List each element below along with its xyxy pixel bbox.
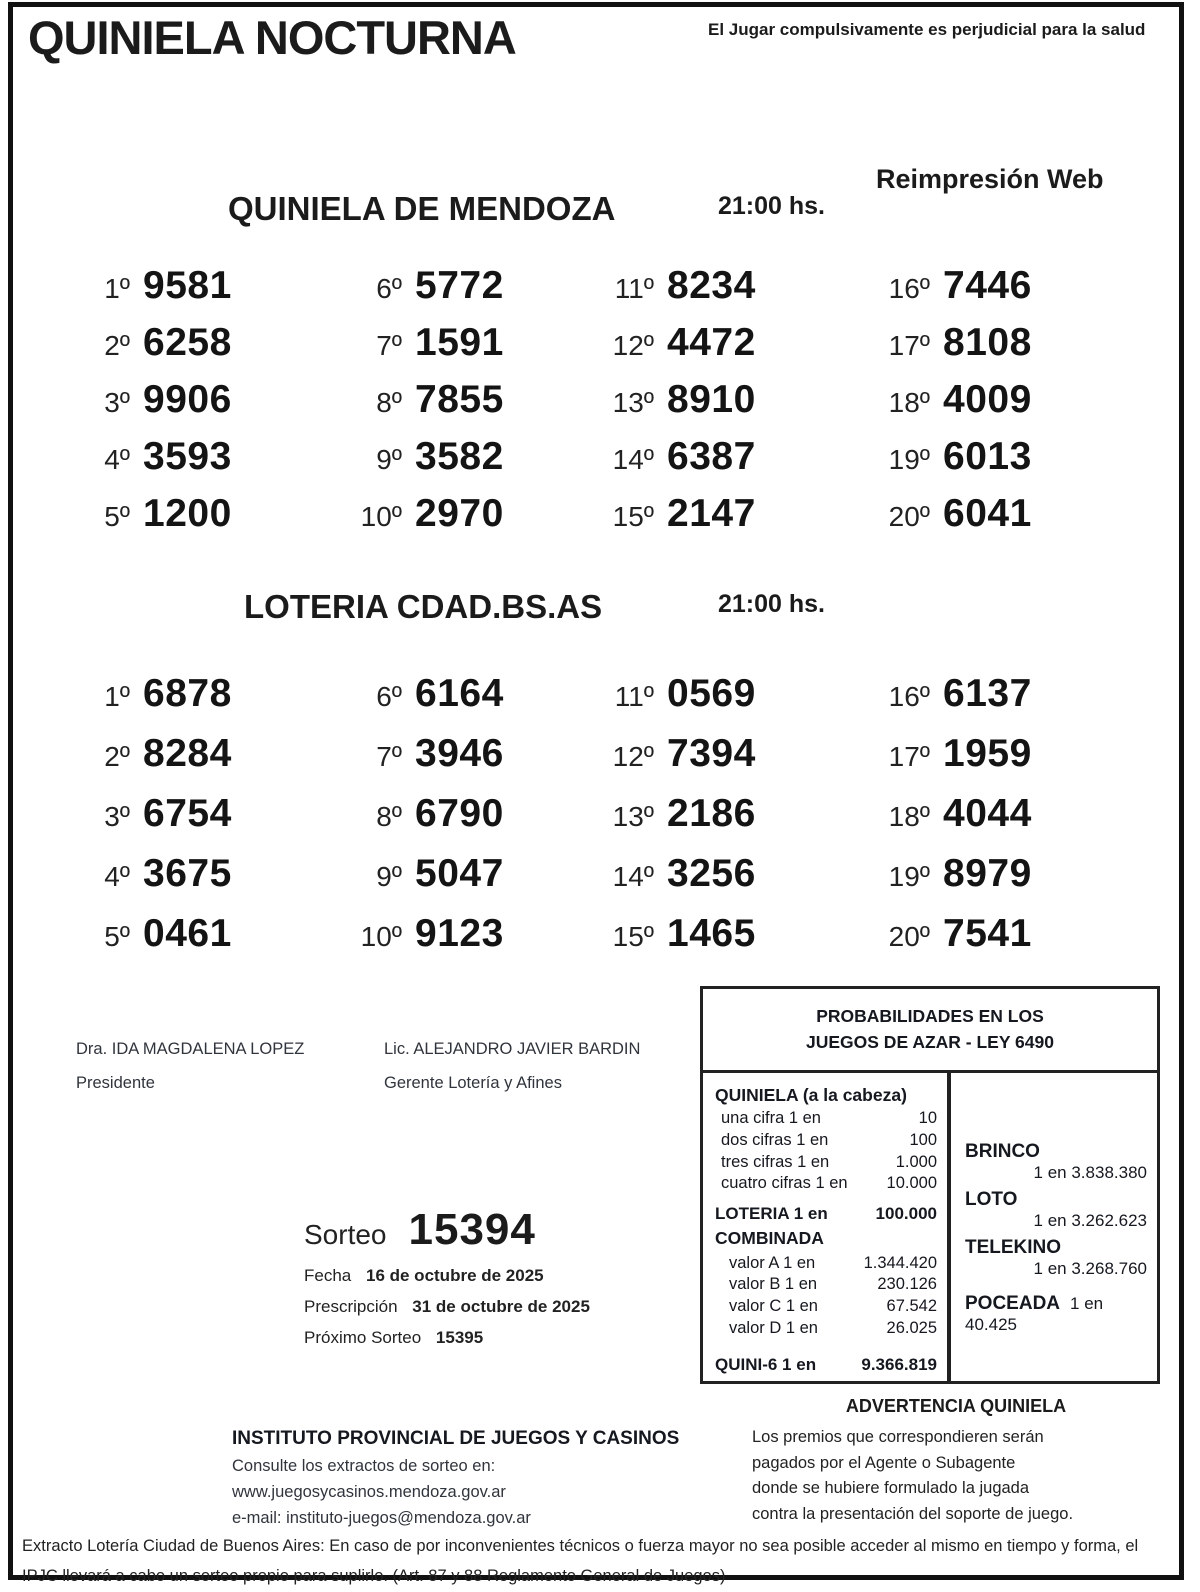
result-item (594, 672, 870, 732)
sorteo-number: 15394 (408, 1205, 536, 1254)
odds-value: 1.344.420 (863, 1253, 937, 1272)
official-role: Gerente Lotería y Afines (384, 1074, 562, 1092)
probabilities-title (703, 989, 1157, 1073)
mendoza-results-grid (70, 264, 1110, 549)
instituto-block (232, 1428, 679, 1528)
advertencia-text (752, 1425, 1160, 1527)
result-number: 8284 (143, 732, 232, 775)
result-number: 4472 (667, 321, 756, 364)
game-odds-value: 1 en 3.262.623 (1033, 1211, 1147, 1230)
result-position: 15º (612, 501, 654, 532)
result-position: 11º (614, 681, 654, 712)
advertencia-title: ADVERTENCIA QUINIELA (845, 1396, 1067, 1416)
result-position: 17º (888, 741, 930, 772)
result-item (594, 732, 870, 792)
odds-row (715, 1173, 937, 1195)
result-number: 0569 (667, 672, 756, 715)
combinada-section-title: COMBINADA (715, 1227, 824, 1248)
result-item (870, 435, 1100, 492)
result-item (594, 321, 870, 378)
mendoza-draw-title: QUINIELA DE MENDOZA (228, 190, 616, 227)
bsas-draw-title: LOTERIA CDAD.BS.AS (244, 588, 603, 625)
result-position: 16º (888, 681, 930, 712)
result-item (594, 378, 870, 435)
result-item (870, 732, 1100, 792)
result-position: 5º (104, 501, 130, 532)
result-position: 19º (888, 444, 930, 475)
result-position: 11º (614, 273, 654, 304)
quiniela-odds-rows (715, 1108, 937, 1195)
result-position: 6º (376, 273, 402, 304)
result-item (870, 378, 1100, 435)
mendoza-draw-time: 21:00 hs. (718, 192, 826, 220)
result-item (870, 672, 1100, 732)
instituto-website: www.juegosycasinos.mendoza.gov.ar (232, 1483, 506, 1501)
quini6-odds-row (715, 1354, 937, 1376)
odds-row (715, 1296, 937, 1318)
fecha-value: 16 de octubre de 2025 (365, 1266, 544, 1285)
sorteo-prescription-line (304, 1297, 590, 1317)
official-president (76, 1040, 304, 1093)
result-item (870, 492, 1100, 549)
result-position: 20º (888, 501, 930, 532)
probabilities-title-line2: JUEGOS DE AZAR - LEY 6490 (806, 1031, 1054, 1052)
result-position: 14º (612, 861, 654, 892)
odds-label: valor C 1 en (729, 1297, 818, 1316)
odds-value: 10 (918, 1109, 937, 1127)
result-number: 3946 (415, 732, 504, 775)
result-position: 12º (612, 741, 654, 772)
game-name: BRINCO (965, 1141, 1040, 1162)
result-item (342, 672, 594, 732)
sorteo-next-line (304, 1328, 590, 1348)
prescripcion-value: 31 de octubre de 2025 (412, 1297, 590, 1316)
result-number: 6041 (943, 492, 1032, 535)
game-odds (965, 1141, 1147, 1183)
result-item (70, 492, 342, 549)
result-position: 19º (888, 861, 930, 892)
result-number: 7394 (667, 732, 756, 775)
result-item (342, 264, 594, 321)
probabilities-right-column (951, 1073, 1157, 1381)
result-item (342, 732, 594, 792)
quini6-odds-value: 9.366.819 (861, 1354, 937, 1374)
reprint-label: Reimpresión Web (876, 164, 1104, 194)
result-number: 6258 (143, 321, 232, 364)
game-name: LOTO (965, 1189, 1018, 1210)
result-position: 10º (360, 921, 402, 952)
result-number: 4009 (943, 378, 1032, 421)
result-item (594, 852, 870, 912)
result-item (342, 378, 594, 435)
prescripcion-label: Prescripción (304, 1297, 398, 1316)
odds-label: valor B 1 en (729, 1275, 818, 1294)
result-position: 14º (612, 444, 654, 475)
result-number: 1465 (667, 912, 756, 955)
result-number: 4044 (943, 792, 1032, 835)
result-number: 5047 (415, 852, 504, 895)
proximo-value: 15395 (435, 1328, 484, 1347)
right-games-spacer (965, 1083, 1147, 1141)
odds-value: 1.000 (895, 1152, 937, 1171)
probabilities-title-line1: PROBABILIDADES EN LOS (816, 1006, 1044, 1027)
result-position: 3º (104, 387, 130, 418)
result-number: 9581 (143, 264, 232, 307)
result-item (342, 792, 594, 852)
result-position: 2º (104, 741, 130, 772)
result-number: 2147 (667, 492, 756, 535)
result-position: 18º (888, 801, 930, 832)
result-number: 3593 (143, 435, 232, 478)
result-position: 16º (888, 273, 930, 304)
result-item (870, 264, 1100, 321)
odds-row (715, 1274, 937, 1296)
result-number: 2186 (667, 792, 756, 835)
odds-value: 10.000 (886, 1174, 937, 1193)
result-position: 7º (376, 330, 402, 361)
result-number: 3582 (415, 435, 504, 478)
loteria-odds-row (715, 1203, 937, 1225)
result-position: 17º (888, 330, 930, 361)
instituto-title: INSTITUTO PROVINCIAL DE JUEGOS Y CASINOS (232, 1428, 680, 1449)
game-odds-value: 1 en 3.268.760 (1033, 1259, 1147, 1278)
result-position: 4º (104, 861, 130, 892)
loteria-odds-value: 100.000 (875, 1204, 937, 1224)
result-position: 10º (360, 501, 402, 532)
sorteo-info-block (304, 1205, 590, 1348)
result-number: 8979 (943, 852, 1032, 895)
result-number: 8108 (943, 321, 1032, 364)
result-number: 3675 (143, 852, 232, 895)
advertencia-line: contra la presentación del soporte de juego. (752, 1504, 1074, 1523)
result-position: 1º (104, 273, 130, 304)
page-title: QUINIELA NOCTURNA (28, 11, 516, 64)
result-item (870, 852, 1100, 912)
result-item (70, 378, 342, 435)
result-number: 6387 (667, 435, 756, 478)
result-item (342, 852, 594, 912)
game-odds (965, 1293, 1147, 1335)
result-item (594, 264, 870, 321)
odds-label: una cifra 1 en (721, 1109, 821, 1127)
odds-label: dos cifras 1 en (721, 1130, 829, 1149)
result-position: 13º (612, 387, 654, 418)
result-position: 2º (104, 330, 130, 361)
result-item (70, 264, 342, 321)
result-item (342, 912, 594, 972)
advertencia-line: Los premios que correspondieren serán (752, 1428, 1044, 1446)
advertencia-line: donde se hubiere formulado la jugada (752, 1479, 1030, 1498)
result-position: 3º (104, 801, 130, 832)
result-number: 6164 (415, 672, 504, 715)
game-odds-value: 1 en 3.838.380 (1033, 1163, 1147, 1182)
result-position: 9º (376, 444, 402, 475)
probabilities-box (700, 986, 1160, 1384)
result-item (594, 435, 870, 492)
odds-row (715, 1253, 937, 1275)
health-warning-text: El Jugar compulsivamente es perjudicial para la salud (708, 20, 1146, 39)
result-number: 0461 (143, 912, 232, 955)
result-position: 9º (376, 861, 402, 892)
result-number: 1959 (943, 732, 1032, 775)
result-number: 5772 (415, 264, 504, 307)
result-item (870, 792, 1100, 852)
result-number: 6013 (943, 435, 1032, 478)
official-name: Lic. ALEJANDRO JAVIER BARDIN (384, 1040, 641, 1058)
result-position: 8º (376, 801, 402, 832)
result-number: 2970 (415, 492, 504, 535)
result-number: 3256 (667, 852, 756, 895)
result-item (70, 792, 342, 852)
result-number: 9123 (415, 912, 504, 955)
odds-label: tres cifras 1 en (721, 1152, 830, 1171)
result-number: 7541 (943, 912, 1032, 955)
result-position: 20º (888, 921, 930, 952)
result-number: 9906 (143, 378, 232, 421)
game-name: TELEKINO (965, 1237, 1062, 1258)
result-position: 4º (104, 444, 130, 475)
odds-row (715, 1318, 937, 1340)
result-position: 13º (612, 801, 654, 832)
odds-value: 26.025 (886, 1318, 937, 1337)
result-item (594, 912, 870, 972)
result-item (342, 321, 594, 378)
combinada-odds-rows (715, 1253, 937, 1340)
sorteo-date-line (304, 1266, 590, 1286)
game-odds (965, 1237, 1147, 1279)
footer-disclaimer: Extracto Lotería Ciudad de Buenos Aires: En caso de por inconvenientes técnicos o fuerza mayor no sea posible acceder al mismo en tiempo y forma, el IPJC llevará a cabo un sorteo propio para suplirlo. (Art. 87 y 88 Reglamento General de Juegos) (22, 1537, 1139, 1585)
result-position: 8º (376, 387, 402, 418)
quiniela-section-title: QUINIELA (a la cabeza) (715, 1085, 907, 1105)
advertencia-line: pagados por el Agente o Subagente (752, 1453, 1016, 1472)
result-number: 6878 (143, 672, 232, 715)
loteria-odds-label: LOTERIA 1 en (715, 1204, 828, 1224)
result-position: 18º (888, 387, 930, 418)
result-item (342, 492, 594, 549)
result-position: 6º (376, 681, 402, 712)
odds-value: 67.542 (886, 1297, 937, 1316)
fecha-label: Fecha (304, 1266, 352, 1285)
result-item (70, 852, 342, 912)
result-position: 5º (104, 921, 130, 952)
result-item (870, 912, 1100, 972)
result-item (870, 321, 1100, 378)
result-position: 1º (104, 681, 130, 712)
result-position: 7º (376, 741, 402, 772)
odds-label: cuatro cifras 1 en (721, 1174, 848, 1193)
quini6-odds-label: QUINI-6 1 en (715, 1354, 817, 1374)
bsas-results-grid (70, 672, 1110, 972)
result-number: 8234 (667, 264, 756, 307)
probabilities-left-column (703, 1073, 951, 1381)
result-item (70, 912, 342, 972)
result-number: 6137 (943, 672, 1032, 715)
bsas-draw-time: 21:00 hs. (718, 590, 826, 618)
result-number: 6790 (415, 792, 504, 835)
result-number: 7446 (943, 264, 1032, 307)
result-number: 7855 (415, 378, 504, 421)
result-item (70, 732, 342, 792)
result-number: 8910 (667, 378, 756, 421)
result-item (70, 672, 342, 732)
official-name: Dra. IDA MAGDALENA LOPEZ (76, 1040, 305, 1058)
result-item (342, 435, 594, 492)
odds-value: 230.126 (877, 1275, 937, 1294)
official-manager (384, 1040, 640, 1093)
official-role: Presidente (76, 1074, 155, 1092)
odds-label: valor A 1 en (729, 1253, 816, 1272)
odds-label: valor D 1 en (729, 1318, 818, 1337)
odds-row (715, 1108, 937, 1130)
sorteo-label: Sorteo (304, 1219, 387, 1250)
result-position: 15º (612, 921, 654, 952)
odds-row (715, 1130, 937, 1152)
result-item (594, 792, 870, 852)
advertencia-block (752, 1396, 1160, 1527)
odds-row (715, 1152, 937, 1174)
result-item (70, 321, 342, 378)
result-number: 1200 (143, 492, 232, 535)
game-name: POCEADA (965, 1293, 1061, 1314)
result-number: 6754 (143, 792, 232, 835)
result-item (594, 492, 870, 549)
instituto-consult-line: Consulte los extractos de sorteo en: (232, 1457, 496, 1475)
result-item (70, 435, 342, 492)
odds-value: 100 (909, 1130, 937, 1149)
result-position: 12º (612, 330, 654, 361)
proximo-label: Próximo Sorteo (304, 1328, 422, 1347)
instituto-email: e-mail: instituto-juegos@mendoza.gov.ar (232, 1509, 531, 1527)
result-number: 1591 (415, 321, 504, 364)
game-odds-value: 1 en 40.425 (965, 1294, 1104, 1334)
game-odds (965, 1189, 1147, 1231)
